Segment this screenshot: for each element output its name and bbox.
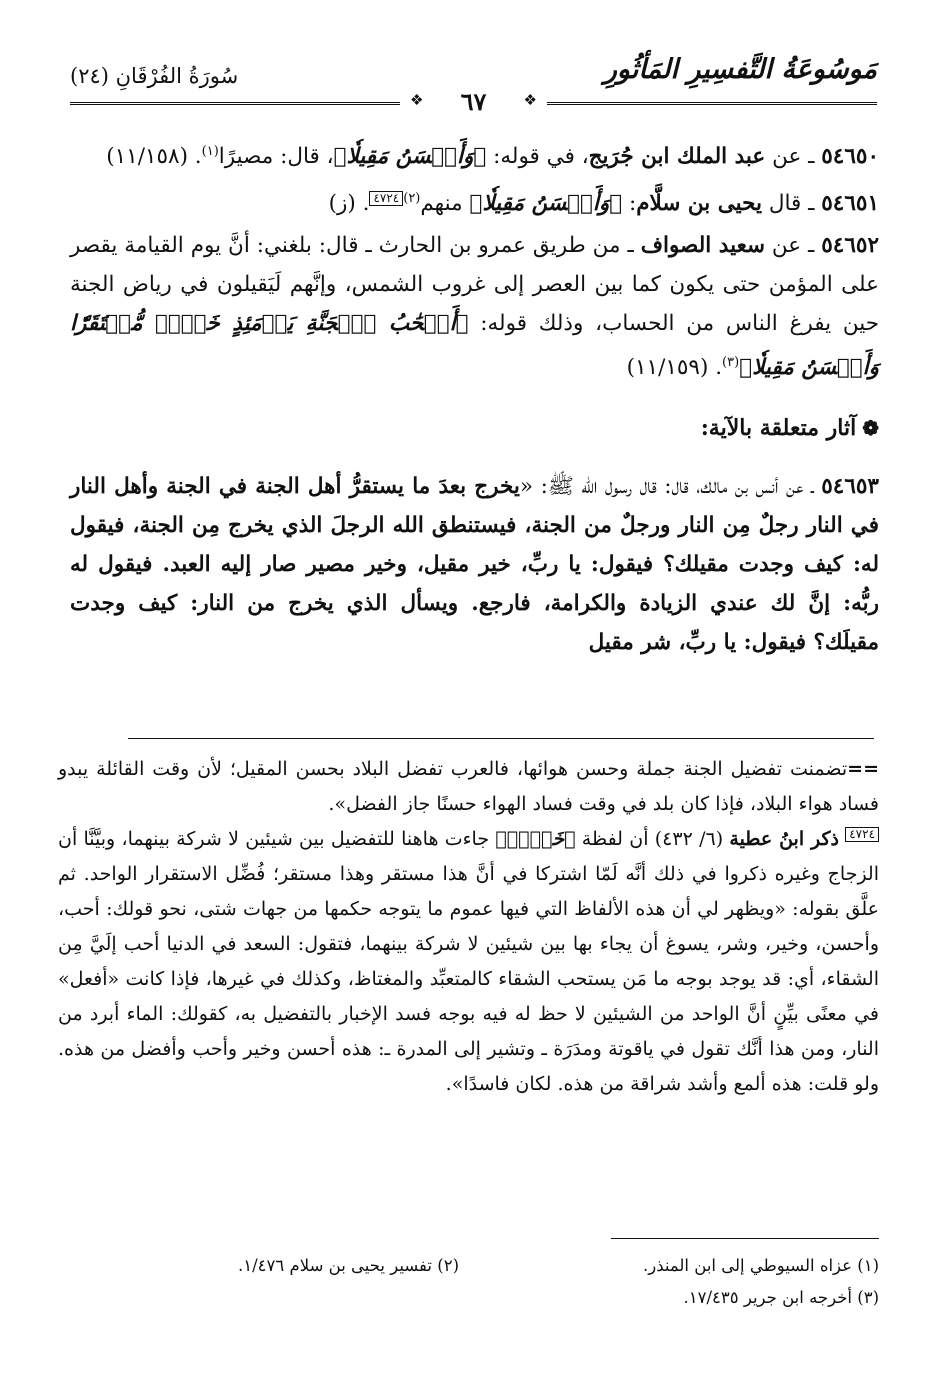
entry-text: ـ عن (765, 144, 822, 170)
entry (70, 226, 879, 387)
footnote-row (70, 1250, 879, 1282)
entry-number: ٥٤٦٥٢ (821, 233, 879, 259)
footnote-marker: (٣) (722, 355, 740, 371)
footnote-row (70, 1282, 879, 1314)
note-text: تضمنت تفضيل الجنة جملة وحسن هوائها، فالعرب تفضل البلاد بحسن المقيل؛ لأن وقت القائلة يبدو فساد هواء البلاد، فإذا كان بلد في وقت فساد الهواء حسنًا جاز الفضل». (58, 758, 879, 815)
section-heading (70, 411, 879, 445)
footnote: (٢) تفسير يحيى بن سلام ١/٤٧٦. (238, 1256, 459, 1275)
entry (70, 179, 879, 223)
page-header (70, 44, 877, 114)
quran-verse: ﴿وَأَحۡسَنُ مَقِيلٗا﴾ (469, 191, 623, 217)
commentary-notes (58, 752, 879, 1102)
narrator-name: عبد الملك ابن جُرَيج (588, 144, 766, 170)
hadith-entry (70, 467, 879, 662)
quran-word: ﴿خَيۡرٞ﴾ (495, 828, 576, 850)
quran-verse: ﴿أَصۡحَٰبُ ٱلۡجَنَّةِ يَوۡمَئِذٍ خَيۡرٞ مُّسۡتَقَرّٗا وَأَحۡسَنُ مَقِيلٗا﴾ (70, 311, 879, 381)
surah-title: سُورَةُ الفُرْقَانِ (٢٤) (70, 64, 239, 88)
ornament-icon: ❖ (523, 91, 537, 109)
footnotes (70, 1250, 879, 1314)
footnote-marker: (١) (201, 144, 219, 159)
hadith-text: يخرج بعدَ ما يستقرُّ أهل الجنة في الجنة وأهل النار في النار رجلٌ مِن النار ورجلٌ من الجنة، فيستنطق الله الرجلَ الذي يخرج مِن الجنة، فيقول له: كيف وجدت مقيلك؟ فيقول: يا ربِّ، خير مقيل، وخير مصير صار إليه العبد. فيقول له ربُّه: إنَّ لك عندي الزيادة والكرامة، فارجع. ويسأل الذي يخرج من النار: كيف وجدت مقيلَك؟ فيقول: يا ربِّ، شر مقيل (70, 473, 879, 655)
ornament-icon: ❖ (410, 91, 424, 109)
volume-reference: . (١١/١٥٩) (626, 355, 723, 381)
quran-verse: ﴿وَأَحۡسَنُ مَقِيلٗا﴾ (333, 144, 487, 170)
section-title: آثار متعلقة بالآية: (700, 415, 857, 442)
entry-number: ٥٤٦٥٣ (821, 473, 879, 499)
narrator-name: سعيد الصواف (640, 233, 765, 259)
entry-number: ٥٤٦٥٠ (821, 144, 879, 170)
hadith-intro: ـ عن أنس بن مالك، قال: قال رسول الله ﷺ: « (519, 473, 822, 499)
entry-text: منهم (420, 191, 470, 217)
footnote: (١) عزاه السيوطي إلى ابن المنذر. (643, 1256, 879, 1275)
footnote-marker: (٢) (403, 191, 421, 207)
book-title: مَوسُوعَةُ التَّفسِيرِ المَأثُورِ (603, 54, 877, 85)
entry-text: : (622, 191, 637, 217)
note-continuation (58, 752, 879, 822)
page-number: ٦٧ (460, 87, 487, 116)
flower-ornament-icon: ❁ (862, 416, 879, 441)
footnote: (٣) أخرجه ابن جرير ١٧/٤٣٥. (683, 1288, 879, 1307)
continuation-mark: == (847, 758, 879, 780)
volume-reference: . (١١/١٥٨) (106, 144, 202, 170)
notes-separator (128, 738, 874, 739)
commentary-ref-box[interactable]: ٤٧٢٤ (845, 827, 879, 842)
entry-text: ـ من طريق عمرو بن الحارث ـ قال: بلغني: أنَّ يوم القيامة يقصر على المؤمن حتى يكون كما بين العصر إلى غروب الشمس، وإنَّهم لَيَقيلون في رياض الجنة حين يفرغ الناس من الحساب، وذلك قوله: (70, 233, 879, 337)
header-rule-left (70, 102, 400, 105)
commentary-ref-box[interactable]: ٤٧٢٤ (369, 191, 403, 206)
note-text: جاءت هاهنا للتفضيل بين شيئين لا شركة بينهما، وبيَّنَّا أن الزجاج وغيره ذكروا في ذلك أنَّه لَمّا اشتركا في أنَّ هذا مستقر وهذا مستقر؛ فُضِّل الاستقرار الواحد. ثم علَّق بقوله: «ويظهر لي أن هذه الألفاظ التي فيها عموم ما يتوجه حكمها من جهات شتى، نحو قولك: أحب، وأحسن، وخير، وشر، يسوغ أن يجاء بها بين شيئين لا شركة بينهما، فتقول: السعد في الدنيا أحب إلَيَّ مِن الشقاء، أي: قد يوجد بوجه ما مَن يستحب الشقاء كالمتعبِّد والمغتاظ، وكذلك في غيرها، فإذا كانت «أفعل» في معنًى بيِّنٍ أنَّ الواحد من الشيئين لا حظ له فيه بوجه فسد الإخبار بالتفضيل به، كقولك: الماء أبرد من النار، ومن هذا أنَّك تقول في ياقوتة ومدَرَة ـ وتشير إلى المدرة ـ: هذه أحسن وخير وأحب وأفضل من هذه. ولو قلت: هذه ألمع وأشد شراقة من هذه. لكان فاسدًا». (58, 828, 880, 1095)
entry-number: ٥٤٦٥١ (821, 191, 879, 217)
header-rule-right (547, 102, 877, 105)
entry-text: ـ قال (761, 191, 822, 217)
narrator-name: يحيى بن سلَّام (636, 191, 762, 217)
entry-text: ، في قوله: (486, 144, 589, 170)
note-text: (٦/ ٤٣٢) أن لفظة (575, 828, 730, 850)
commentary-note (58, 822, 879, 1102)
footnote-separator (611, 1238, 879, 1239)
scholar-name: ذكر ابنُ عطية (729, 828, 839, 850)
entry (70, 132, 879, 176)
entry-text: ، قال: مصيرًا (218, 144, 334, 170)
main-text (70, 132, 879, 683)
entry-text: ـ عن (764, 233, 822, 259)
volume-reference: . (ز) (328, 191, 370, 217)
